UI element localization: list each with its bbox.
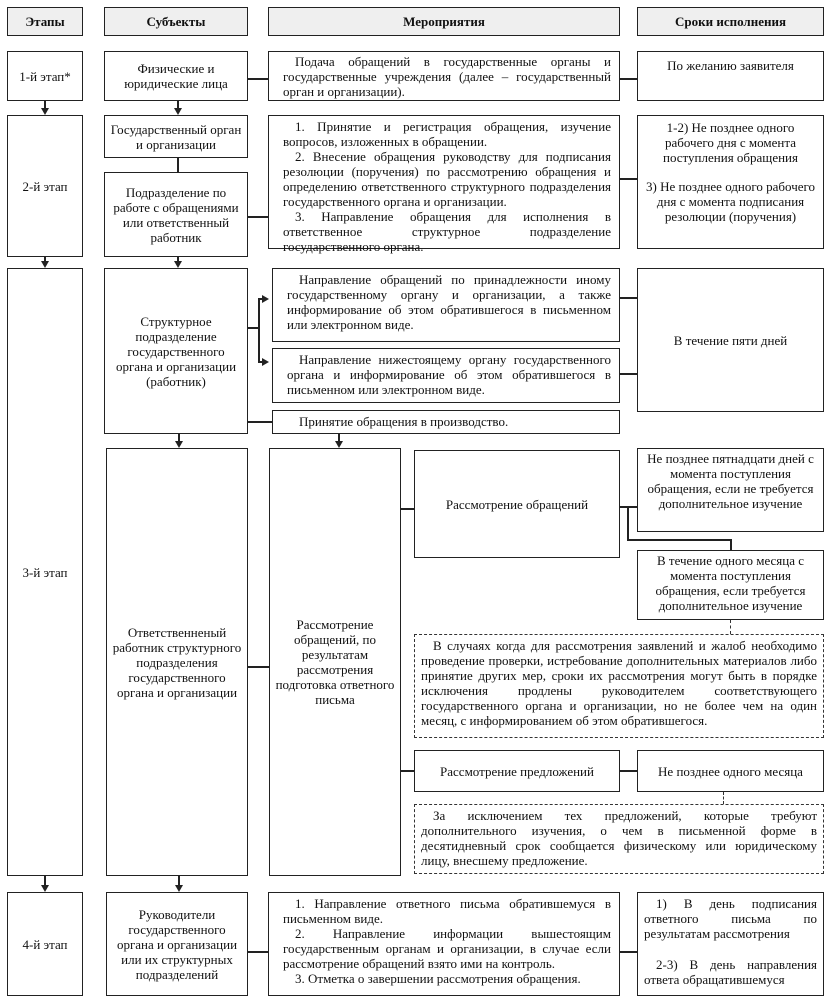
stage4-subject-text: Руководители государственного органа и организации или их структурных подразделений	[116, 906, 238, 982]
connector	[620, 770, 637, 772]
stage2-deadlines	[637, 115, 824, 249]
stage2-deadline-b: 3) Не позднее одного рабочего дня с момента подписания резолюции (поручения)	[645, 179, 816, 224]
header-stages-label: Этапы	[25, 14, 65, 29]
stage3-activity-redirect	[272, 268, 620, 342]
stage3-review-proposals	[414, 750, 620, 792]
stage3-label	[7, 268, 83, 876]
connector	[248, 951, 268, 953]
arrow-down-icon	[335, 441, 343, 448]
header-activities	[268, 7, 620, 36]
stage2-subject-a-text: Государственный орган и организации	[110, 121, 242, 152]
stage3-subject-b	[106, 448, 248, 876]
connector	[177, 158, 179, 172]
stage3-activity-lower	[272, 348, 620, 403]
stage4-activities	[268, 892, 620, 996]
arrow-down-icon	[174, 261, 182, 268]
stage3-note-proposals-text: За исключением тех предложений, которые требуют дополнительного изучения, о чем в письменной форме в десятидневный срок сообщается физическому или юридическому лицу, внесшему предложение.	[421, 808, 817, 868]
stage4-activity-item: 3. Отметка о завершении рассмотрения обращения.	[295, 971, 581, 986]
connector	[248, 327, 258, 329]
arrow-down-icon	[175, 441, 183, 448]
arrow-down-icon	[41, 108, 49, 115]
connector	[627, 506, 629, 540]
arrow-right-icon	[262, 358, 269, 366]
stage3-subject-b-text: Ответственненый работник структурного подразделения государственного органа и организации	[112, 624, 242, 700]
connector	[730, 620, 731, 634]
stage4-activity-item: 2. Направление информации вышестоящим государственным органам и организации, в случае если рассмотрение обращений взято ими на контроль.	[283, 926, 611, 971]
header-activities-label: Мероприятия	[403, 14, 485, 29]
stage3-deadline-five-days	[637, 268, 824, 412]
connector	[258, 298, 260, 361]
stage3-deadline-five-days-text: В течение пяти дней	[673, 332, 788, 348]
stage3-deadline-15-days	[637, 448, 824, 532]
header-subjects	[104, 7, 248, 36]
stage4-subject	[106, 892, 248, 996]
stage3-note-extension-text: В случаях когда для рассмотрения заявлений и жалоб необходимо проведение проверки, истребование дополнительных материалов либо принятие других мер, сроки их рассмотрения могут быть в порядке исключения продлены руководителем соответствующего государственного органа и организации, но не более чем на один месяц, с информированием об этом обратившегося.	[421, 638, 817, 728]
arrow-down-icon	[175, 885, 183, 892]
connector	[723, 792, 724, 804]
stage1-deadline	[637, 51, 824, 101]
stage3-review-block-text: Рассмотрение обращений, по результатам рассмотрения подготовка ответного письма	[275, 617, 395, 707]
stage3-deadline-proposals	[637, 750, 824, 792]
stage4-deadline-b: 2-3) В день направления ответа обращатившемуся	[644, 957, 817, 987]
stage2-subject-a	[104, 115, 248, 158]
stage2-activity-item: 3. Направление обращения для исполнения в ответственное структурное подразделение государственного органа.	[283, 209, 611, 254]
connector	[248, 666, 270, 668]
stage1-activity	[268, 51, 620, 101]
stage4-activity-item: 1. Направление ответного письма обратившемуся в письменном виде.	[283, 896, 611, 926]
stage2-label	[7, 115, 83, 257]
stage4-label	[7, 892, 83, 996]
connector	[620, 297, 637, 299]
connector	[620, 78, 637, 80]
stage3-review-block	[269, 448, 401, 876]
stage1-deadline-text: По желанию заявителя	[667, 58, 794, 73]
connector	[627, 539, 731, 541]
stage3-note-extension	[414, 634, 824, 738]
stage1-label-text: 1-й этап*	[19, 68, 71, 84]
stage3-deadline-proposals-text: Не позднее одного месяца	[658, 763, 803, 779]
connector	[620, 506, 638, 508]
stage3-review-proposals-text: Рассмотрение предложений	[440, 763, 594, 779]
stage3-activity-accept-text: Принятие обращения в производство.	[299, 414, 509, 429]
stage3-label-text: 3-й этап	[22, 564, 68, 580]
stage3-deadline-one-month	[637, 550, 824, 620]
stage1-subject	[104, 51, 248, 101]
stage3-review-appeals-text: Рассмотрение обращений	[445, 496, 589, 512]
connector	[248, 216, 268, 218]
connector	[730, 539, 732, 550]
stage2-activities	[268, 115, 620, 254]
stage1-activity-text: Подача обращений в государственные органы и государственные учреждения (далее – государственный орган и организации).	[283, 54, 611, 99]
header-deadlines-label: Сроки исполнения	[675, 14, 786, 29]
connector	[401, 508, 415, 510]
connector	[401, 770, 415, 772]
connector	[248, 78, 268, 80]
stage3-deadline-15-days-text: Не позднее пятнадцати дней с момента поступления обращения, если не требуется дополнительное изучение	[647, 451, 814, 511]
stage3-activity-lower-text: Направление нижестоящему органу государственного органа и информирование об этом обратившегося в письменном или электронном виде.	[287, 352, 611, 397]
stage2-subject-b-text: Подразделение по работе с обращениями или ответственный работник	[113, 184, 239, 245]
stage2-label-text: 2-й этап	[22, 178, 68, 194]
stage3-subject-a	[104, 268, 248, 434]
stage4-deadline-a: 1) В день подписания ответного письма по результатам рассмотрения	[644, 896, 817, 941]
arrow-down-icon	[41, 261, 49, 268]
stage2-activity-item: 2. Внесение обращения руководству для подписания резолюции (поручения) по рассмотрению обращения и определению ответственного структурного подразделения государственного органа и организации.	[283, 149, 611, 209]
stage2-subject-b	[104, 172, 248, 257]
arrow-down-icon	[41, 885, 49, 892]
stage3-review-appeals	[414, 450, 620, 558]
stage3-subject-a-text: Структурное подразделение государственного органа и организации (работник)	[115, 313, 237, 389]
connector	[620, 951, 637, 953]
stage3-deadline-one-month-text: В течение одного месяца с момента поступления обращения, если требуется дополнительное изучение	[655, 553, 806, 613]
arrow-down-icon	[174, 108, 182, 115]
stage2-activity-item: 1. Принятие и регистрация обращения, изучение вопросов, изложенных в обращении.	[283, 119, 611, 149]
connector	[620, 178, 637, 180]
arrow-right-icon	[262, 295, 269, 303]
stage3-activity-redirect-text: Направление обращений по принадлежности иному государственному органу и организации, а также информирование об этом обратившегося в письменном или электронном виде.	[287, 272, 611, 332]
connector	[248, 421, 272, 423]
connector	[620, 373, 637, 375]
stage1-label	[7, 51, 83, 101]
stage4-label-text: 4-й этап	[22, 936, 68, 952]
header-stages	[7, 7, 83, 36]
header-deadlines	[637, 7, 824, 36]
stage4-deadlines	[637, 892, 824, 996]
stage2-deadline-a: 1-2) Не позднее одного рабочего дня с момента поступления обращения	[663, 120, 798, 165]
stage3-note-proposals	[414, 804, 824, 874]
stage3-activity-accept	[272, 410, 620, 434]
stage1-subject-text: Физические и юридические лица	[124, 61, 228, 91]
header-subjects-label: Субъекты	[146, 14, 206, 29]
